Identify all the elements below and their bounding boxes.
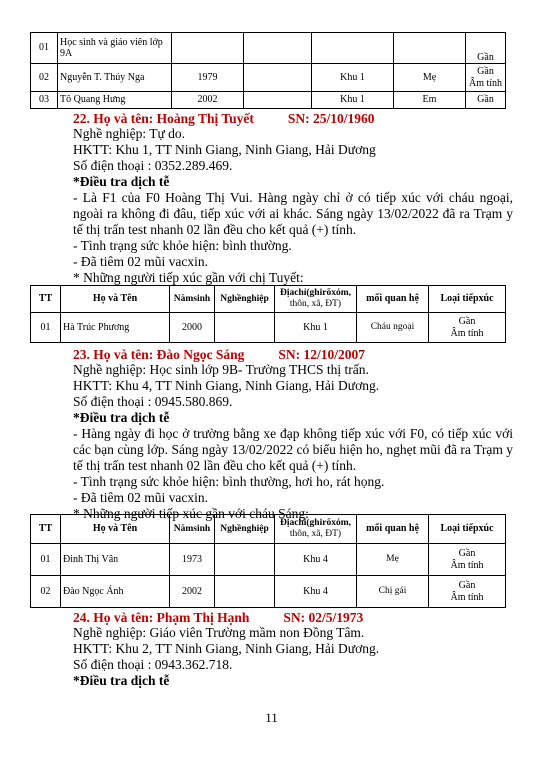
section-22 (73, 111, 503, 190)
cell-tt: 03 (31, 92, 58, 109)
cell-address: Khu 1 (312, 64, 394, 92)
occupation-line: Nghề nghiệp: Học sinh lớp 9B- Trường THCS thị trấn. (73, 362, 369, 377)
cell-job (215, 576, 275, 608)
cell-result: Gần Âm tính (466, 64, 506, 92)
header-relation: mối quan hệ (357, 286, 429, 313)
cell-address: Khu 1 (275, 313, 357, 343)
header-result: Loại tiếpxúc (429, 515, 506, 544)
cell-result: Gần (466, 92, 506, 109)
hktt-line: HKTT: Khu 2, TT Ninh Giang, Ninh Giang, Hải Dương. (73, 641, 380, 656)
header-tt: TT (31, 515, 61, 544)
cell-year: 1973 (170, 544, 215, 576)
cell-name: Đinh Thị Vân (61, 544, 170, 576)
survey-heading: *Điều tra dịch tễ (73, 410, 170, 425)
hktt-line: HKTT: Khu 1, TT Ninh Giang, Ninh Giang, Hải Dương (73, 142, 376, 157)
cell-job (215, 544, 275, 576)
cell-address: Khu 1 (312, 92, 394, 109)
contacts-title: * Những người tiếp xúc gần với cháu Sáng: (73, 506, 309, 521)
phone-line: Số điện thoại : 0352.289.469. (73, 158, 233, 173)
cell-job (244, 64, 312, 92)
header-name: Họ và Tên (61, 515, 170, 544)
cell-year: 2000 (170, 313, 215, 343)
table-row (31, 92, 506, 109)
cell-name: Nguyễn T. Thúy Nga (58, 64, 172, 92)
cell-relation: Mẹ (357, 544, 429, 576)
cell-address (312, 33, 394, 64)
cell-relation: Cháu ngoại (357, 313, 429, 343)
section-23-details (58, 426, 513, 522)
cell-name: Hà Trúc Phương (61, 313, 170, 343)
table-row (31, 64, 506, 92)
table-row (31, 544, 506, 576)
epidemiology-paragraph: - Hàng ngày đi học ở trường bằng xe đạp không tiếp xúc với F0, có tiếp xúc với các bạn cùng lớp. Sáng ngày 13/02/2022 có biểu hiện ho, nghẹt mũi đã ra Trạm y tế thị trấn test nhanh 02 lần đều cho kết quả (+) tính. (73, 426, 513, 473)
cell-tt: 01 (31, 33, 58, 64)
cell-year (172, 33, 244, 64)
header-job: Nghềnghiệp (215, 286, 275, 313)
vaccine-line: - Đã tiêm 02 mũi vacxin. (73, 254, 208, 269)
section-22-details (58, 190, 513, 286)
section-24 (73, 610, 503, 689)
health-line: - Tình trạng sức khỏe hiện: bình thường. (73, 238, 292, 253)
cell-result: Gần Âm tính (429, 576, 506, 608)
header-result: Loại tiếpxúc (429, 286, 506, 313)
header-name: Họ và Tên (61, 286, 170, 313)
cell-name: Đào Ngọc Ánh (61, 576, 170, 608)
survey-heading: *Điều tra dịch tễ (73, 174, 170, 189)
cell-job (215, 313, 275, 343)
cell-tt: 02 (31, 64, 58, 92)
cell-job (244, 92, 312, 109)
contacts-table-tuyet (30, 285, 506, 343)
header-relation: mối quan hệ (357, 515, 429, 544)
cell-name: Học sinh và giáo viên lớp 9A (58, 33, 172, 64)
header-year: Nămsinh (170, 286, 215, 313)
hktt-line: HKTT: Khu 4, TT Ninh Giang, Ninh Giang, Hải Dương. (73, 378, 380, 393)
occupation-line: Nghề nghiệp: Tự do. (73, 126, 186, 141)
occupation-line: Nghề nghiệp: Giáo viên Trường mầm non Đồng Tâm. (73, 625, 365, 640)
cell-tt: 01 (31, 313, 61, 343)
health-line: - Tình trạng sức khỏe hiện: bình thường, hơi ho, rát họng. (73, 474, 385, 489)
cell-result: Gần (466, 33, 506, 64)
epidemiology-paragraph: - Là F1 của F0 Hoàng Thị Vui. Hàng ngày chỉ ở có tiếp xúc với cháu ngoại, ngoài ra không đi đâu, tiếp xúc với ai khác. Sáng ngày 13/02/2022 đã ra Trạm y tế thị trấn test nhanh 02 lần đều cho kết quả (+) tính. (73, 190, 513, 237)
section-heading: 24. Họ và tên: Phạm Thị Hạnh SN: 02/5/1973 (73, 610, 364, 625)
contacts-table-previous (30, 32, 506, 109)
cell-relation (394, 33, 466, 64)
table-row (31, 576, 506, 608)
cell-address: Khu 4 (275, 544, 357, 576)
phone-line: Số điện thoại : 0943.362.718. (73, 657, 233, 672)
cell-tt: 02 (31, 576, 61, 608)
cell-job (244, 33, 312, 64)
table-row (31, 33, 506, 64)
cell-name: Tô Quang Hưng (58, 92, 172, 109)
section-23 (73, 347, 503, 426)
header-address: Địachỉ(ghirõxóm, thôn, xã, ĐT) (275, 286, 357, 313)
cell-tt: 01 (31, 544, 61, 576)
cell-relation: Mẹ (394, 64, 466, 92)
cell-relation: Em (394, 92, 466, 109)
cell-result: Gần Âm tính (429, 544, 506, 576)
contacts-table-sang (30, 514, 506, 608)
cell-address: Khu 4 (275, 576, 357, 608)
table-header-row (31, 286, 506, 313)
page-number: 11 (265, 710, 278, 725)
contacts-title: * Những người tiếp xúc gần với chị Tuyết: (73, 270, 304, 285)
section-heading: 23. Họ và tên: Đào Ngọc Sáng SN: 12/10/2007 (73, 347, 366, 362)
cell-year: 2002 (172, 92, 244, 109)
vaccine-line: - Đã tiêm 02 mũi vacxin. (73, 490, 208, 505)
cell-year: 2002 (170, 576, 215, 608)
cell-relation: Chị gái (357, 576, 429, 608)
table-header-row (31, 515, 506, 544)
cell-year: 1979 (172, 64, 244, 92)
header-job: Nghềnghiệp (215, 515, 275, 544)
section-heading: 22. Họ và tên: Hoàng Thị Tuyết SN: 25/10/1960 (73, 111, 375, 126)
header-tt: TT (31, 286, 61, 313)
table-row (31, 313, 506, 343)
phone-line: Số điện thoại : 0945.580.869. (73, 394, 233, 409)
header-address: Địachỉ(ghirõxóm, thôn, xã, ĐT) (275, 515, 357, 544)
cell-result: Gần Âm tính (429, 313, 506, 343)
survey-heading: *Điều tra dịch tễ (73, 673, 170, 688)
header-year: Nămsinh (170, 515, 215, 544)
